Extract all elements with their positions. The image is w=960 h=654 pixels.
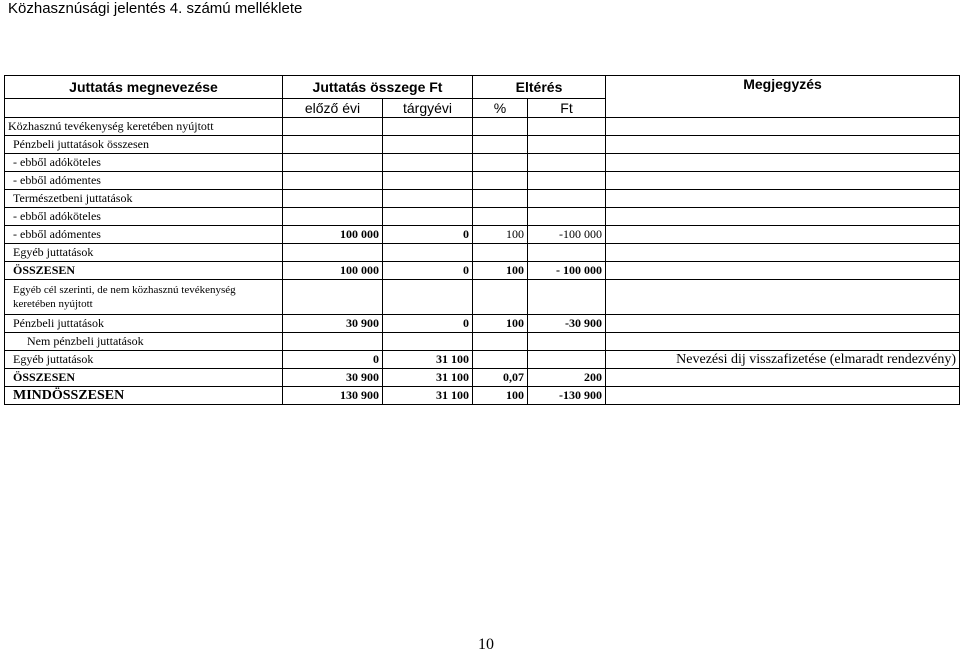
- cell-pct: 100: [473, 387, 528, 405]
- row-label: - ebből adómentes: [5, 172, 283, 190]
- cell-ft: [528, 280, 606, 315]
- cell-curr: 0: [383, 226, 473, 244]
- cell-curr: 31 100: [383, 351, 473, 369]
- table-row: [5, 136, 960, 154]
- cell-note: [606, 154, 960, 172]
- cell-note: [606, 262, 960, 280]
- cell-ft: [528, 190, 606, 208]
- table-row: [5, 154, 960, 172]
- cell-ft: [528, 333, 606, 351]
- cell-prev: [283, 244, 383, 262]
- table-row: [5, 280, 960, 315]
- table-row: [5, 369, 960, 387]
- cell-curr: [383, 118, 473, 136]
- col-header-name: Juttatás megnevezése: [5, 76, 283, 99]
- cell-note: [606, 172, 960, 190]
- cell-prev: [283, 172, 383, 190]
- cell-prev: [283, 136, 383, 154]
- row-label: MINDÖSSZESEN: [5, 387, 283, 405]
- cell-pct: [473, 154, 528, 172]
- cell-pct: 100: [473, 262, 528, 280]
- cell-curr: 0: [383, 315, 473, 333]
- cell-ft: [528, 351, 606, 369]
- table-row: [5, 208, 960, 226]
- cell-pct: [473, 280, 528, 315]
- subheader-percent: %: [473, 99, 528, 118]
- subheader-ft: Ft: [528, 99, 606, 118]
- cell-pct: [473, 333, 528, 351]
- row-label: - ebből adómentes: [5, 226, 283, 244]
- cell-curr: [383, 208, 473, 226]
- cell-curr: 0: [383, 262, 473, 280]
- benefits-table: [4, 75, 960, 405]
- subheader-prev-year: előző évi: [283, 99, 383, 118]
- row-label: Közhasznú tevékenység keretében nyújtott: [5, 118, 283, 136]
- cell-note: [606, 315, 960, 333]
- cell-prev: 100 000: [283, 226, 383, 244]
- cell-prev: [283, 190, 383, 208]
- row-label: Pénzbeli juttatások összesen: [5, 136, 283, 154]
- table-row: [5, 118, 960, 136]
- cell-ft: [528, 208, 606, 226]
- cell-note: [606, 190, 960, 208]
- cell-curr: 31 100: [383, 387, 473, 405]
- cell-note: [606, 244, 960, 262]
- cell-ft: - 100 000: [528, 262, 606, 280]
- cell-pct: [473, 190, 528, 208]
- page-header-title: Közhasznúsági jelentés 4. számú melléklete: [8, 0, 303, 17]
- cell-curr: [383, 280, 473, 315]
- row-label: - ebből adóköteles: [5, 154, 283, 172]
- cell-note: Nevezési dij visszafizetése (elmaradt rendezvény): [606, 351, 960, 369]
- row-label: Természetbeni juttatások: [5, 190, 283, 208]
- cell-ft: [528, 172, 606, 190]
- table-row: [5, 190, 960, 208]
- cell-ft: -100 000: [528, 226, 606, 244]
- cell-curr: [383, 172, 473, 190]
- row-label: Egyéb cél szerinti, de nem közhasznú tevékenység keretében nyújtott: [5, 280, 283, 315]
- cell-curr: [383, 136, 473, 154]
- cell-pct: [473, 208, 528, 226]
- cell-note: [606, 369, 960, 387]
- table-row: [5, 244, 960, 262]
- cell-pct: 100: [473, 315, 528, 333]
- cell-prev: [283, 154, 383, 172]
- col-header-amount: Juttatás összege Ft: [283, 76, 473, 99]
- cell-pct: [473, 244, 528, 262]
- cell-curr: 31 100: [383, 369, 473, 387]
- table-row: [5, 333, 960, 351]
- table-row: [5, 315, 960, 333]
- table-row: [5, 172, 960, 190]
- cell-curr: [383, 154, 473, 172]
- cell-note: [606, 226, 960, 244]
- subheader-empty: [5, 99, 283, 118]
- cell-prev: 0: [283, 351, 383, 369]
- cell-prev: [283, 208, 383, 226]
- row-label: - ebből adóköteles: [5, 208, 283, 226]
- cell-prev: 30 900: [283, 315, 383, 333]
- cell-note: [606, 136, 960, 154]
- cell-note: [606, 387, 960, 405]
- cell-curr: [383, 244, 473, 262]
- page-number: 10: [478, 636, 494, 653]
- row-label: Egyéb juttatások: [5, 244, 283, 262]
- cell-prev: 30 900: [283, 369, 383, 387]
- cell-ft: -130 900: [528, 387, 606, 405]
- cell-pct: 0,07: [473, 369, 528, 387]
- cell-pct: [473, 118, 528, 136]
- cell-ft: [528, 154, 606, 172]
- cell-ft: [528, 118, 606, 136]
- cell-curr: [383, 190, 473, 208]
- cell-prev: [283, 118, 383, 136]
- table-row: [5, 226, 960, 244]
- cell-curr: [383, 333, 473, 351]
- cell-pct: [473, 351, 528, 369]
- cell-prev: 130 900: [283, 387, 383, 405]
- cell-ft: 200: [528, 369, 606, 387]
- cell-note: [606, 118, 960, 136]
- cell-pct: [473, 136, 528, 154]
- cell-note: [606, 208, 960, 226]
- cell-ft: [528, 244, 606, 262]
- row-label: Nem pénzbeli juttatások: [5, 333, 283, 351]
- cell-note: [606, 333, 960, 351]
- cell-ft: [528, 136, 606, 154]
- cell-note: [606, 280, 960, 315]
- cell-prev: [283, 333, 383, 351]
- table-row: [5, 387, 960, 405]
- cell-pct: 100: [473, 226, 528, 244]
- row-label: ÖSSZESEN: [5, 262, 283, 280]
- col-header-diff: Eltérés: [473, 76, 606, 99]
- cell-pct: [473, 172, 528, 190]
- table-header-row: [5, 76, 960, 99]
- cell-prev: 100 000: [283, 262, 383, 280]
- table-row: [5, 262, 960, 280]
- table-row: [5, 351, 960, 369]
- row-label: Pénzbeli juttatások: [5, 315, 283, 333]
- cell-prev: [283, 280, 383, 315]
- cell-ft: -30 900: [528, 315, 606, 333]
- row-label: ÖSSZESEN: [5, 369, 283, 387]
- subheader-current-year: tárgyévi: [383, 99, 473, 118]
- row-label: Egyéb juttatások: [5, 351, 283, 369]
- col-header-note: Megjegyzés: [606, 76, 960, 118]
